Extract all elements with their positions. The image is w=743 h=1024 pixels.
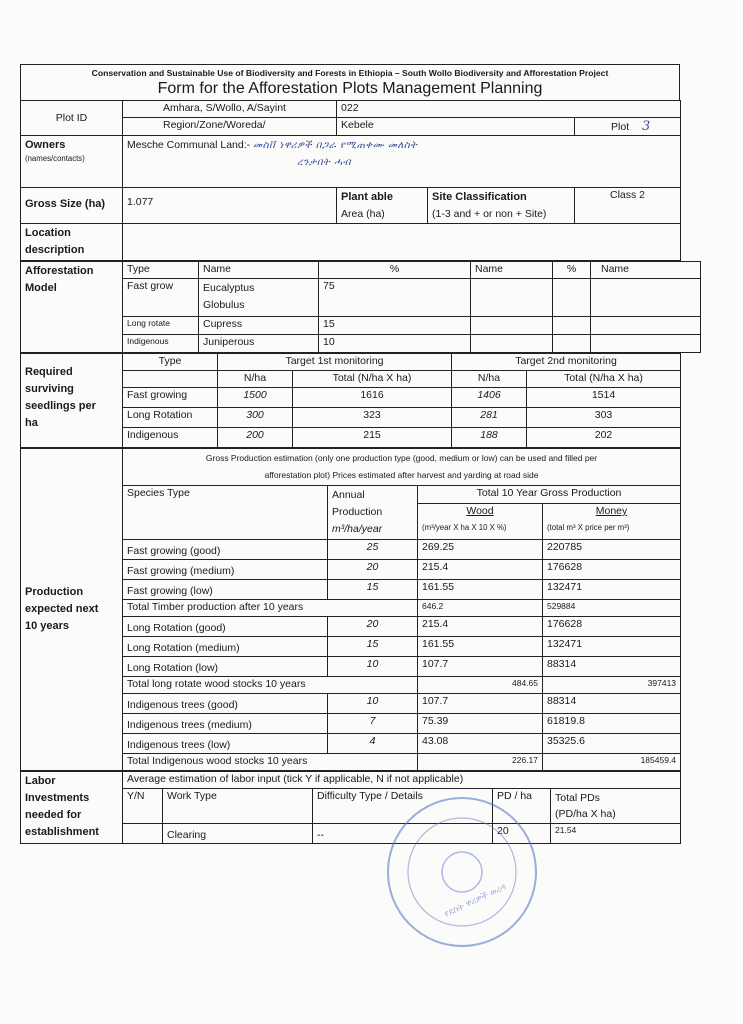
prod-row-annual: 4 (328, 734, 418, 754)
model-h-name1: Name (199, 262, 319, 279)
money-header: Money (543, 504, 681, 522)
prod-row-annual: 20 (328, 560, 418, 580)
seedlings-h-total1: Total (N/ha X ha) (293, 371, 452, 388)
region-value: Amhara, S/Wollo, A/Sayint (123, 101, 337, 118)
owners-handwritten-1: መስቨ ነዋሪዎች በጋራ የሚጠቀሙ መለስት (253, 140, 418, 151)
site-class-label: Site Classification (432, 191, 527, 203)
labor-h-diff: Difficulty Type / Details (313, 789, 493, 824)
labor-label-cell (21, 772, 123, 844)
total-header: Total 10 Year Gross Production (418, 486, 681, 504)
prod-row-annual: 10 (328, 694, 418, 714)
project-header: Conservation and Sustainable Use of Biodiversity and Forests in Ethiopia – South Wollo Biodiversity and Afforestation Project (20, 64, 680, 79)
form-title: Form for the Afforestation Plots Management Planning (20, 79, 680, 100)
plot-number: 3 (642, 119, 651, 134)
production-note (123, 449, 681, 486)
labor-row-pd: 20 (493, 824, 551, 844)
stamp-text: የደስት ዋሪዎች ወረዳ (443, 882, 509, 920)
prod-row-name: Indigenous trees (good) (123, 694, 328, 714)
plantable-label-1: Plant able (341, 191, 393, 203)
species-header: Species Type (123, 486, 328, 540)
prod-row-wood: 161.55 (418, 637, 543, 657)
seedlings-h-total2: Total (N/ha X ha) (527, 371, 681, 388)
model-empty (591, 279, 701, 317)
prod-row-wood: 215.4 (418, 560, 543, 580)
seedlings-row-n2: 1406 (452, 388, 527, 408)
seedlings-h-nha2: N/ha (452, 371, 527, 388)
seedlings-row-t2: 1514 (527, 388, 681, 408)
site-class-sub: (1-3 and + or non + Site) (432, 208, 547, 220)
prod-row-name: Fast growing (medium) (123, 560, 328, 580)
prod-row-money: 220785 (543, 540, 681, 560)
region-label: Region/Zone/Woreda/ (123, 118, 337, 136)
prod-row-money: 88314 (543, 694, 681, 714)
prod-row-name: Long Rotation (medium) (123, 637, 328, 657)
production-label-cell (21, 449, 123, 771)
prod-row-annual: 20 (328, 617, 418, 637)
model-row-name-1: Eucalyptus (203, 282, 255, 294)
prod-row-wood: 43.08 (418, 734, 543, 754)
model-empty (553, 279, 591, 317)
labor-h-total (551, 789, 681, 824)
prod-row-annual: 25 (328, 540, 418, 560)
prod-row-name: Fast growing (low) (123, 580, 328, 600)
model-label-1: Afforestation (25, 265, 94, 277)
prod-total-label: Total long rotate wood stocks 10 years (123, 677, 418, 694)
labor-label-2: Investments (25, 792, 90, 804)
model-h-pct1: % (319, 262, 471, 279)
prod-total-label: Total Timber production after 10 years (123, 600, 418, 617)
model-empty (553, 317, 591, 335)
location-label-1: Location (25, 227, 71, 239)
prod-row-money: 176628 (543, 560, 681, 580)
model-label-cell (21, 262, 123, 353)
seedlings-row-type: Indigenous (123, 428, 218, 448)
owners-handwritten-2: ረንታበት ሓብ (297, 157, 352, 168)
prod-row-wood: 161.55 (418, 580, 543, 600)
gross-size-value: 1.077 (123, 188, 337, 224)
prod-total-label: Total Indigenous wood stocks 10 years (123, 754, 418, 771)
seedlings-h-type: Type (123, 354, 218, 371)
labor-row-work: Clearing (163, 824, 313, 844)
seedlings-label-cell (21, 354, 123, 448)
prod-total-wood: 484.65 (418, 677, 543, 694)
prod-row-money: 35325.6 (543, 734, 681, 754)
prod-row-money: 132471 (543, 637, 681, 657)
plot-id-label: Plot ID (21, 101, 123, 136)
wood-sub: (m³/year X ha X 10 X %) (418, 522, 543, 540)
labor-label-1: Labor (25, 775, 56, 787)
labor-row-total: 21.54 (551, 824, 681, 844)
seedlings-row-type: Fast growing (123, 388, 218, 408)
model-h-type: Type (123, 262, 199, 279)
labor-label-3: needed for (25, 809, 82, 821)
prod-row-annual: 7 (328, 714, 418, 734)
model-empty (471, 335, 553, 353)
location-label-cell (21, 224, 123, 261)
labor-row-yn (123, 824, 163, 844)
form-page (20, 64, 680, 844)
model-row-name (199, 279, 319, 317)
owners-label-cell (21, 136, 123, 188)
prod-row-money: 61819.8 (543, 714, 681, 734)
labor-row-diff: -- (313, 824, 493, 844)
seedlings-row-type: Long Rotation (123, 408, 218, 428)
prod-row-name: Indigenous trees (low) (123, 734, 328, 754)
seedlings-h-t1: Target 1st monitoring (218, 354, 452, 371)
model-row-pct: 15 (319, 317, 471, 335)
model-row-pct: 75 (319, 279, 471, 317)
seedlings-row-n1: 300 (218, 408, 293, 428)
seedlings-h-t2: Target 2nd monitoring (452, 354, 681, 371)
plot-label: Plot (611, 121, 630, 133)
wood-header: Wood (418, 504, 543, 522)
prod-row-annual: 15 (328, 637, 418, 657)
seedlings-row-n2: 281 (452, 408, 527, 428)
site-class-value: Class 2 (575, 188, 681, 224)
seedlings-label-4: ha (25, 417, 38, 429)
seedlings-row-t1: 1616 (293, 388, 452, 408)
prod-total-money: 529884 (543, 600, 681, 617)
production-note-2: afforestation plot) Prices estimated after harvest and yarding at road side (264, 470, 539, 480)
model-row-pct: 10 (319, 335, 471, 353)
seedlings-table (20, 353, 681, 448)
prod-row-name: Long Rotation (low) (123, 657, 328, 677)
model-row-name-2: Globulus (203, 299, 245, 311)
owners-sublabel: (names/contacts) (25, 154, 85, 163)
model-label-2: Model (25, 282, 57, 294)
model-empty (591, 335, 701, 353)
prod-row-money: 88314 (543, 657, 681, 677)
production-label-1: Production (25, 586, 84, 598)
seedlings-row-n1: 200 (218, 428, 293, 448)
prod-total-money: 185459.4 (543, 754, 681, 771)
model-row-type: Long rotate (123, 317, 199, 335)
seedlings-label-2: surviving (25, 383, 74, 395)
labor-h-work: Work Type (163, 789, 313, 824)
plantable-cell (337, 188, 575, 224)
kebele-label: Kebele (337, 118, 575, 136)
prod-row-money: 132471 (543, 580, 681, 600)
annual-h-2: Production (332, 506, 383, 518)
model-row-type: Indigenous (123, 335, 199, 353)
prod-total-money: 397413 (543, 677, 681, 694)
seedlings-row-t2: 202 (527, 428, 681, 448)
production-label-2: expected next (25, 603, 99, 615)
annual-h-1: Annual (332, 489, 365, 501)
prod-row-name: Fast growing (good) (123, 540, 328, 560)
prod-row-annual: 10 (328, 657, 418, 677)
prod-total-wood: 646.2 (418, 600, 543, 617)
seedlings-row-t1: 215 (293, 428, 452, 448)
labor-table (20, 771, 681, 844)
model-row-name: Juniperous (199, 335, 319, 353)
seedlings-h-nha1: N/ha (218, 371, 293, 388)
model-h-name2: Name (471, 262, 553, 279)
plantable-label-2: Area (ha) (341, 208, 385, 220)
labor-h-total-1: Total PDs (555, 792, 600, 804)
gross-size-label: Gross Size (ha) (21, 188, 123, 224)
prod-row-money: 176628 (543, 617, 681, 637)
model-h-name3: Name (591, 262, 701, 279)
model-row-name: Cupress (199, 317, 319, 335)
seedlings-row-t1: 323 (293, 408, 452, 428)
model-empty (591, 317, 701, 335)
prod-row-wood: 269.25 (418, 540, 543, 560)
seedlings-row-n2: 188 (452, 428, 527, 448)
seedlings-row-t2: 303 (527, 408, 681, 428)
labor-h-total-2: (PD/ha X ha) (555, 808, 616, 820)
labor-label-4: establishment (25, 826, 99, 838)
labor-h-yn: Y/N (123, 789, 163, 824)
prod-row-wood: 215.4 (418, 617, 543, 637)
annual-header (328, 486, 418, 540)
seedlings-row-n1: 1500 (218, 388, 293, 408)
model-empty (471, 317, 553, 335)
location-value-cell (123, 224, 681, 261)
labor-h-pd: PD / ha (493, 789, 551, 824)
prod-row-name: Long Rotation (good) (123, 617, 328, 637)
annual-h-3: m³/ha/year (332, 523, 383, 535)
plot-info-table (20, 100, 681, 261)
prod-row-wood: 107.7 (418, 657, 543, 677)
model-row-type: Fast grow (123, 279, 199, 317)
location-label-2: description (25, 244, 85, 256)
production-table (20, 448, 681, 771)
labor-note: Average estimation of labor input (tick Y if applicable, N if not applicable) (123, 772, 681, 789)
seedlings-label-3: seedlings per (25, 400, 96, 412)
owners-label: Owners (25, 139, 66, 151)
model-empty (471, 279, 553, 317)
prod-row-annual: 15 (328, 580, 418, 600)
model-empty (553, 335, 591, 353)
seedlings-h-blank (123, 371, 218, 388)
prod-row-wood: 75.39 (418, 714, 543, 734)
seedlings-label-1: Required (25, 366, 73, 378)
plot-cell (575, 118, 681, 136)
afforestation-model-table (20, 261, 701, 353)
production-label-3: 10 years (25, 620, 70, 632)
production-note-1: Gross Production estimation (only one production type (good, medium or low) can be used and filled per (205, 453, 598, 463)
owners-value-cell (123, 136, 681, 188)
prod-total-wood: 226.17 (418, 754, 543, 771)
model-h-pct2: % (553, 262, 591, 279)
owners-value: Mesche Communal Land:- (127, 139, 251, 151)
prod-row-name: Indigenous trees (medium) (123, 714, 328, 734)
kebele-value: 022 (337, 101, 681, 118)
prod-row-wood: 107.7 (418, 694, 543, 714)
money-sub: (total m³ X price per m³) (543, 522, 681, 540)
